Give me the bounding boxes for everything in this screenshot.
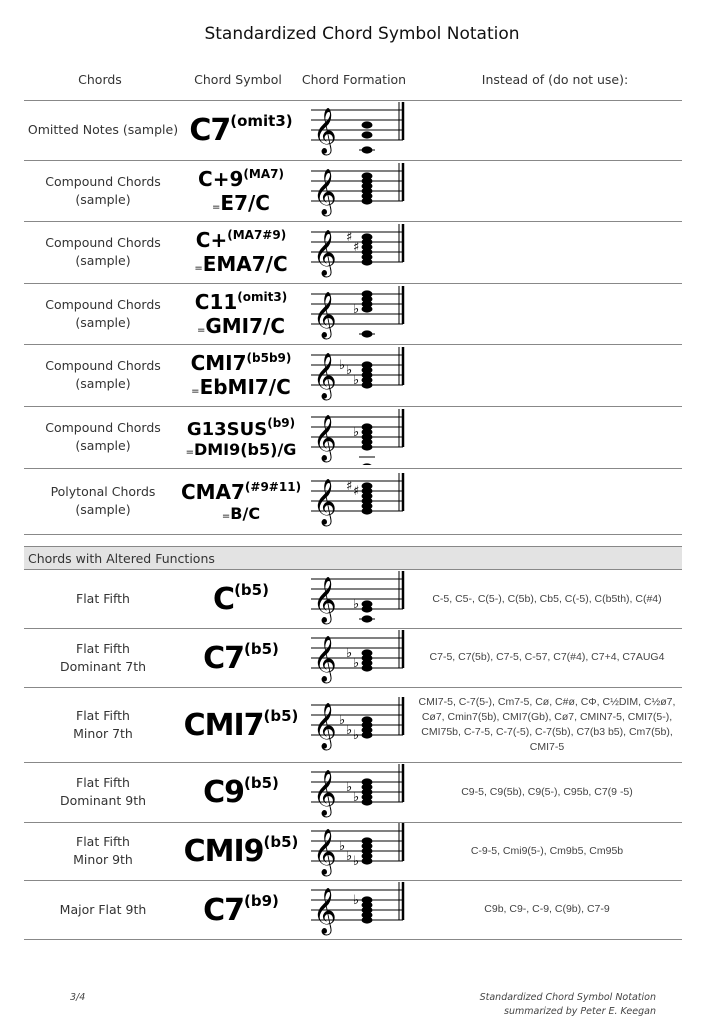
flat-icon: ♭ bbox=[353, 301, 360, 317]
treble-clef-icon: 𝄞 bbox=[313, 635, 337, 682]
row-label bbox=[24, 822, 182, 880]
row-label-line1: Major Flat 9th bbox=[59, 901, 147, 917]
chord-symbol-equivalent: E7/C bbox=[220, 190, 270, 215]
staff-svg bbox=[307, 823, 407, 879]
flat-icon: ♭ bbox=[339, 358, 346, 373]
staff-svg bbox=[307, 224, 407, 280]
header-chord-formation: Chord Formation bbox=[301, 72, 407, 87]
note-head bbox=[362, 463, 373, 465]
chord-symbol bbox=[186, 570, 296, 628]
row-label-line1: Compound Chords bbox=[45, 235, 161, 250]
chord-symbol bbox=[186, 283, 296, 344]
row-label bbox=[24, 468, 182, 534]
staff-notation bbox=[302, 468, 412, 534]
row-label-line2: (sample) bbox=[75, 314, 131, 330]
flat-icon: ♭ bbox=[346, 780, 353, 795]
chord-symbol bbox=[186, 880, 296, 939]
chord-symbol bbox=[186, 221, 296, 283]
equals-sign: = bbox=[194, 263, 203, 274]
chord-symbol bbox=[183, 687, 299, 762]
row-label-line2: (sample) bbox=[75, 438, 131, 453]
chord-symbol bbox=[186, 628, 296, 687]
row-label bbox=[24, 880, 182, 939]
chord-symbol-superscript: (b5) bbox=[244, 774, 279, 792]
chord-symbol-superscript: (b5) bbox=[263, 833, 299, 851]
chord-symbol-main: C7 bbox=[203, 892, 244, 928]
chord-symbol-main: CMI9 bbox=[183, 834, 264, 869]
chord-symbol-equivalent: EMA7/C bbox=[202, 252, 288, 276]
chord-symbol-main: C bbox=[213, 582, 235, 617]
chord-symbol-superscript: (b9) bbox=[244, 891, 279, 910]
flat-icon: ♭ bbox=[339, 839, 346, 854]
staff-notation bbox=[302, 344, 412, 406]
staff-svg bbox=[307, 473, 407, 529]
row-label bbox=[24, 283, 182, 344]
row-label-line1: Compound Chords bbox=[45, 420, 161, 435]
staff-svg bbox=[307, 882, 407, 938]
note-head bbox=[362, 290, 373, 297]
staff-svg bbox=[307, 286, 407, 342]
chord-symbol-main: C+ bbox=[195, 228, 228, 252]
header-instead-of: Instead of (do not use): bbox=[481, 72, 629, 87]
chord-symbol-equivalent: B/C bbox=[230, 503, 261, 523]
row-label bbox=[24, 221, 182, 283]
row-label bbox=[24, 762, 182, 822]
staff-notation bbox=[302, 283, 412, 344]
equals-sign: = bbox=[185, 446, 194, 458]
chord-symbol-equivalent: EbMI7/C bbox=[199, 375, 291, 399]
row-label-line2: Minor 9th bbox=[73, 852, 133, 867]
row-label bbox=[24, 570, 182, 628]
staff-notation bbox=[302, 221, 412, 283]
row-label bbox=[24, 160, 182, 221]
staff-svg bbox=[307, 764, 407, 820]
flat-icon: ♭ bbox=[353, 790, 360, 805]
treble-clef-icon: 𝄞 bbox=[313, 108, 337, 154]
deprecated-symbols: C9-5, C9(5b), C9(5-), C95b, C7(9 -5) bbox=[461, 785, 633, 798]
equals-sign: = bbox=[191, 386, 200, 397]
row-divider bbox=[24, 534, 682, 535]
chord-symbol-equivalent: GMI7/C bbox=[205, 313, 286, 338]
treble-clef-icon: 𝄞 bbox=[313, 479, 337, 525]
treble-clef-icon: 𝄞 bbox=[313, 887, 337, 934]
flat-icon: ♭ bbox=[353, 854, 360, 869]
chord-symbol-superscript: (omit3) bbox=[230, 112, 293, 130]
chord-symbol bbox=[180, 468, 302, 534]
sharp-icon: ♯ bbox=[346, 230, 353, 245]
header-chord-symbol: Chord Symbol bbox=[194, 72, 282, 87]
chord-symbol-main: CMA7 bbox=[180, 479, 245, 504]
deprecated-symbols: CMI7-5, C-7(5-), Cm7-5, Cø, C#ø, CΦ, C½DIM, C½ø7, Cø7, Cmin7(5b), CMI7(Gb), Cø7, CMIN7-5, CMI7(5-), CMI75b, C-7-5, C-7(-5), C-7(5b), C7(b3 b5), Cm7(5b), CMI7-5 bbox=[418, 695, 676, 753]
row-label bbox=[24, 628, 182, 687]
staff-notation bbox=[302, 570, 412, 628]
deprecated-symbols: C7-5, C7(5b), C7-5, C-57, C7(#4), C7+4, C7AUG4 bbox=[429, 651, 665, 663]
note-head bbox=[362, 778, 373, 785]
deprecated-symbols: C-5, C5-, C(5-), C(5b), Cb5, C(-5), C(b5th), C(#4) bbox=[432, 592, 662, 605]
chord-symbol-main: CMI7 bbox=[190, 351, 247, 375]
staff-notation bbox=[302, 406, 412, 468]
flat-icon: ♭ bbox=[346, 645, 353, 661]
chord-symbol-main: C7 bbox=[189, 113, 231, 148]
treble-clef-icon: 𝄞 bbox=[313, 415, 337, 461]
sharp-icon: ♯ bbox=[353, 240, 360, 255]
note-head bbox=[362, 837, 373, 844]
deprecated-symbols: C-9-5, Cmi9(5-), Cm9b5, Cm95b bbox=[470, 844, 624, 857]
chord-symbol bbox=[183, 822, 299, 880]
staff-notation bbox=[302, 160, 412, 221]
equals-sign: = bbox=[212, 201, 221, 213]
chord-symbol-superscript: (b9) bbox=[267, 415, 296, 430]
staff-notation bbox=[302, 687, 412, 762]
staff-notation bbox=[302, 822, 412, 880]
staff-svg bbox=[307, 163, 407, 219]
chord-symbol bbox=[186, 160, 296, 221]
note-head bbox=[362, 482, 373, 489]
chord-symbol bbox=[186, 344, 296, 406]
flat-icon: ♭ bbox=[353, 373, 360, 388]
chord-symbol-superscript: (MA7) bbox=[243, 166, 284, 181]
note-head bbox=[362, 423, 373, 430]
row-label-line2: (sample) bbox=[75, 376, 131, 391]
note-head bbox=[362, 361, 373, 368]
staff-svg bbox=[307, 697, 407, 753]
row-label-line1: Compound Chords bbox=[45, 173, 161, 189]
row-label-line2: Dominant 9th bbox=[59, 793, 147, 808]
staff-notation bbox=[302, 100, 412, 160]
row-label bbox=[24, 344, 182, 406]
row-label bbox=[24, 406, 182, 468]
chord-symbol-superscript: (b5) bbox=[234, 581, 269, 599]
chord-symbol bbox=[186, 406, 296, 468]
treble-clef-icon: 𝄞 bbox=[313, 702, 337, 749]
page-title: Standardized Chord Symbol Notation bbox=[204, 24, 520, 44]
chord-symbol-main: C9 bbox=[203, 775, 244, 810]
note-head bbox=[362, 649, 373, 656]
note-head bbox=[362, 172, 373, 179]
chord-symbol-superscript: (#9#11) bbox=[244, 479, 302, 494]
chord-symbol-superscript: (MA7#9) bbox=[227, 228, 287, 242]
note-head bbox=[362, 600, 373, 607]
row-label-line1: Compound Chords bbox=[45, 358, 161, 373]
row-label-line1: Flat Fifth bbox=[76, 834, 130, 849]
flat-icon: ♭ bbox=[339, 712, 346, 728]
chord-symbol-equivalent: DMI9(b5)/G bbox=[193, 439, 297, 459]
staff-svg bbox=[307, 102, 407, 158]
treble-clef-icon: 𝄞 bbox=[313, 291, 337, 338]
row-label-line1: Flat Fifth bbox=[76, 775, 130, 790]
treble-clef-icon: 𝄞 bbox=[313, 168, 337, 215]
staff-notation bbox=[302, 880, 412, 939]
equals-sign: = bbox=[196, 324, 206, 336]
row-label-line2: Dominant 7th bbox=[59, 658, 147, 674]
note-head bbox=[362, 896, 373, 903]
chord-symbol-superscript: (b5) bbox=[263, 706, 299, 725]
flat-icon: ♭ bbox=[353, 655, 360, 671]
staff-svg bbox=[307, 347, 407, 403]
section-header: Chords with Altered Functions bbox=[24, 546, 682, 570]
treble-clef-icon: 𝄞 bbox=[313, 829, 337, 875]
sharp-icon: ♯ bbox=[346, 479, 353, 494]
chord-symbol-main: CMI7 bbox=[183, 707, 264, 743]
chord-symbol-main: G13SUS bbox=[186, 418, 268, 440]
treble-clef-icon: 𝄞 bbox=[313, 230, 337, 276]
footer-credit-author: summarized by Peter E. Keegan bbox=[504, 1006, 656, 1017]
row-label-line2: (sample) bbox=[75, 502, 131, 517]
note-head bbox=[362, 233, 373, 240]
row-label-line1: Omitted Notes (sample) bbox=[27, 122, 179, 137]
staff-notation bbox=[302, 628, 412, 687]
header-chords: Chords bbox=[78, 72, 122, 87]
footer-credit-title: Standardized Chord Symbol Notation bbox=[479, 992, 656, 1003]
row-label-line1: Compound Chords bbox=[45, 296, 161, 312]
row-label-line1: Flat Fifth bbox=[76, 591, 130, 606]
flat-icon: ♭ bbox=[346, 363, 353, 378]
chord-symbol-superscript: (b5) bbox=[244, 639, 279, 658]
page-number: 3/4 bbox=[70, 992, 86, 1003]
chord-symbol-superscript: (b5b9) bbox=[246, 351, 292, 365]
staff-svg bbox=[307, 409, 407, 465]
row-label-line2: (sample) bbox=[75, 191, 131, 207]
row-divider bbox=[24, 939, 682, 940]
note-head bbox=[362, 121, 373, 128]
row-label-line2: (sample) bbox=[75, 253, 131, 268]
equals-sign: = bbox=[221, 510, 231, 522]
flat-icon: ♭ bbox=[346, 722, 353, 738]
row-label bbox=[24, 100, 182, 160]
flat-icon: ♭ bbox=[353, 727, 360, 743]
deprecated-symbols: C9b, C9-, C-9, C(9b), C7-9 bbox=[484, 903, 610, 915]
note-head bbox=[362, 131, 373, 138]
staff-svg bbox=[307, 571, 407, 627]
chord-symbol bbox=[186, 100, 296, 160]
flat-icon: ♭ bbox=[353, 597, 360, 612]
chord-symbol bbox=[186, 762, 296, 822]
row-label-line2: Minor 7th bbox=[73, 725, 133, 741]
chord-symbol-main: C+9 bbox=[198, 166, 244, 191]
flat-icon: ♭ bbox=[346, 849, 353, 864]
chord-symbol-superscript: (omit3) bbox=[237, 289, 288, 304]
chord-symbol-main: C11 bbox=[194, 289, 238, 314]
row-label-line1: Flat Fifth bbox=[76, 640, 130, 656]
note-head bbox=[362, 716, 373, 723]
row-label bbox=[24, 687, 182, 762]
row-label-line1: Polytonal Chords bbox=[50, 484, 156, 499]
treble-clef-icon: 𝄞 bbox=[313, 577, 337, 623]
staff-notation bbox=[302, 762, 412, 822]
flat-icon: ♭ bbox=[353, 892, 360, 908]
chord-symbol-main: C7 bbox=[203, 640, 244, 676]
row-label-line1: Flat Fifth bbox=[76, 707, 130, 723]
treble-clef-icon: 𝄞 bbox=[313, 770, 337, 816]
treble-clef-icon: 𝄞 bbox=[313, 353, 337, 399]
staff-svg bbox=[307, 630, 407, 686]
flat-icon: ♭ bbox=[353, 425, 360, 440]
sharp-icon: ♯ bbox=[353, 484, 360, 499]
